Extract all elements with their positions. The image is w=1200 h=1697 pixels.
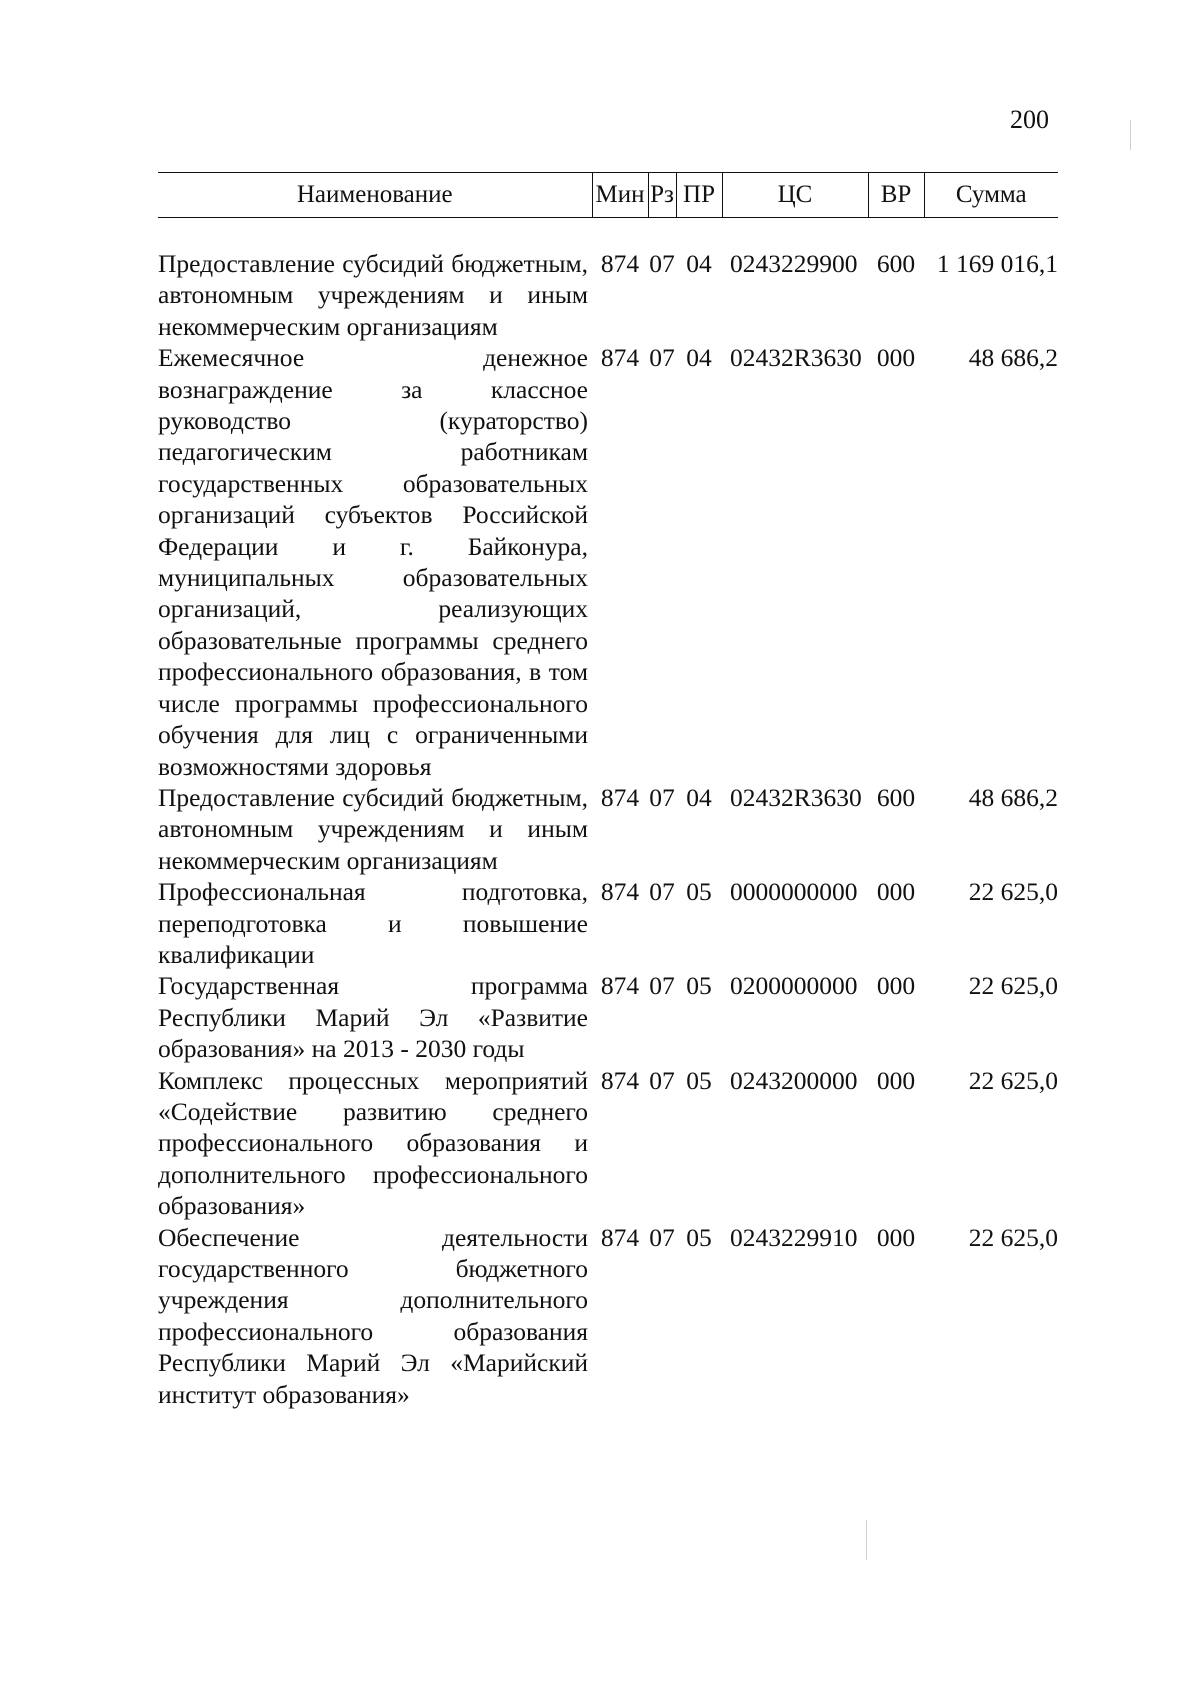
header-min: Мин (592, 173, 648, 218)
page-number: 200 (1010, 105, 1049, 134)
row-rz: 07 (649, 343, 675, 373)
row-vr: 000 (876, 1222, 916, 1252)
row-name: Комплекс процессных мероприятий «Содействие развитию среднего профессионального образования и дополнительного профессионального образования» (158, 1065, 588, 1221)
row-name: Предоставление субсидий бюджетным, автономным учреждениям и иным некоммерческим организациям (158, 782, 588, 875)
table-row (158, 1222, 1058, 1410)
row-name: Ежемесячное денежное вознаграждение за классное руководство (кураторство) педагогическим работникам государственных образовательных организаций субъектов Российской Федерации и г. Байконура, муниципальных образовательных организаций, реализующих образовательные программы среднего профессионального образования, в том числе программы профессионального обучения для лиц с ограниченными возможностями здоровья (158, 343, 588, 781)
row-vr: 600 (876, 249, 916, 278)
scan-artifact (866, 1520, 867, 1560)
budget-table (158, 172, 1058, 1410)
header-rz: Рз (648, 173, 676, 218)
table-row (158, 876, 1058, 970)
row-name: Государственная программа Республики Марий Эл «Развитие образования» на 2013 - 2030 годы (158, 971, 588, 1064)
table-header (158, 173, 1058, 218)
row-sum: 48 686,2 (968, 343, 1058, 373)
row-rz: 07 (649, 782, 675, 812)
row-rz: 07 (649, 249, 675, 278)
row-pr: 04 (686, 249, 712, 278)
row-vr: 000 (876, 343, 916, 373)
table-row (158, 248, 1058, 342)
row-pr: 04 (686, 343, 712, 373)
table-row (158, 970, 1058, 1064)
row-cs: 0243229910 (730, 1222, 858, 1252)
row-vr: 000 (876, 1065, 916, 1095)
row-vr: 000 (876, 971, 916, 1001)
row-min: 874 (600, 971, 640, 1001)
header-cs: ЦС (722, 173, 868, 218)
row-cs: 0243229900 (730, 249, 858, 278)
row-cs: 02432R3630 (730, 782, 862, 812)
table-row (158, 342, 1058, 782)
row-pr: 05 (686, 1065, 712, 1095)
row-cs: 0243200000 (730, 1065, 858, 1095)
row-rz: 07 (649, 971, 675, 1001)
row-sum: 1 169 016,1 (936, 249, 1058, 278)
row-name: Предоставление субсидий бюджетным, автономным учреждениям и иным некоммерческим организациям (158, 249, 588, 341)
table-body (158, 218, 1058, 1411)
row-sum: 48 686,2 (968, 782, 1058, 812)
row-rz: 07 (649, 1222, 675, 1252)
row-min: 874 (600, 782, 640, 812)
row-pr: 05 (686, 1222, 712, 1252)
row-min: 874 (600, 249, 640, 278)
header-sum: Сумма (924, 173, 1058, 218)
scan-artifact (1130, 120, 1131, 150)
row-name: Обеспечение деятельности государственного бюджетного учреждения дополнительного профессионального образования Республики Марий Эл «Марийский институт образования» (158, 1222, 588, 1409)
row-sum: 22 625,0 (968, 877, 1058, 907)
row-pr: 05 (686, 971, 712, 1001)
row-min: 874 (600, 1065, 640, 1095)
row-name: Профессиональная подготовка, переподготовка и повышение квалификации (158, 877, 588, 969)
row-vr: 000 (876, 877, 916, 907)
row-rz: 07 (649, 877, 675, 907)
row-cs: 0200000000 (730, 971, 858, 1001)
row-cs: 02432R3630 (730, 343, 862, 373)
row-vr: 600 (876, 782, 916, 812)
row-sum: 22 625,0 (968, 971, 1058, 1001)
row-sum: 22 625,0 (968, 1222, 1058, 1252)
row-min: 874 (600, 1222, 640, 1252)
row-min: 874 (600, 877, 640, 907)
row-min: 874 (600, 343, 640, 373)
table-row (158, 1065, 1058, 1222)
row-cs: 0000000000 (730, 877, 858, 907)
table-row (158, 782, 1058, 876)
row-rz: 07 (649, 1065, 675, 1095)
header-vr: ВР (868, 173, 924, 218)
header-pr: ПР (676, 173, 722, 218)
row-pr: 05 (686, 877, 712, 907)
row-sum: 22 625,0 (968, 1065, 1058, 1095)
row-pr: 04 (686, 782, 712, 812)
header-name: Наименование (158, 173, 592, 218)
